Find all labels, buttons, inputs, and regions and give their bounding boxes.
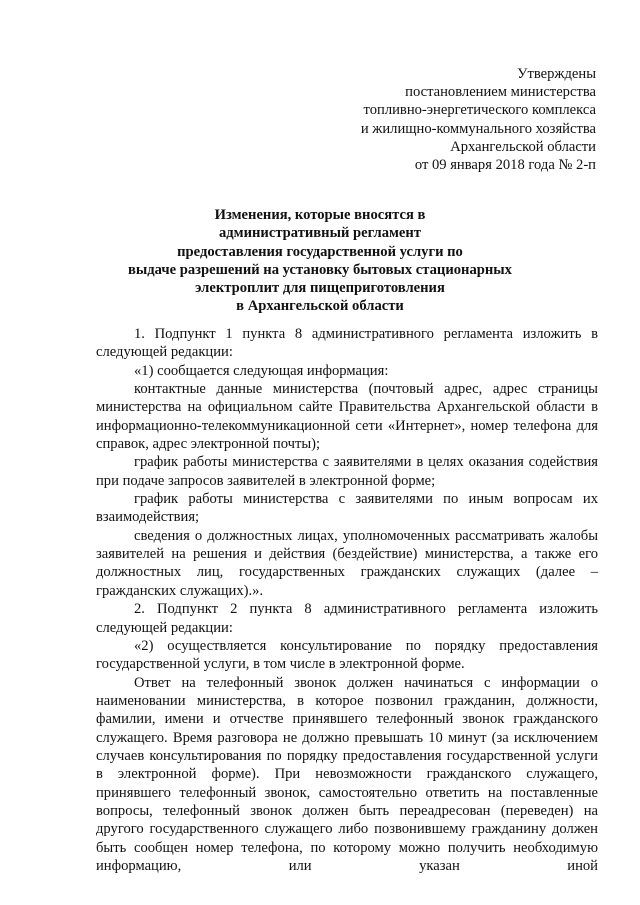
title-line: предоставления государственной услуги по (177, 243, 463, 260)
approval-line: Утверждены (517, 66, 596, 82)
title-line: административный регламент (219, 225, 421, 242)
body-paragraph: контактные данные министерства (почтовый адрес, адрес страницы министерства на официальном сайте Правительства Архангельской области в информационно-телекоммуникационной сети «Интернет», номер телефона для справок, адрес электронной почты); (96, 381, 598, 453)
body-paragraph: «1) сообщается следующая информация: (134, 362, 389, 379)
body-paragraph: график работы министерства с заявителями в целях оказания содействия при подаче запросов заявителей в электронной форме; (96, 454, 598, 489)
body-paragraph: 1. Подпункт 1 пункта 8 административного регламента изложить в следующей редакции: (96, 326, 598, 361)
approval-line: топливно-энергетического комплекса (363, 102, 596, 119)
body-paragraph: Ответ на телефонный звонок должен начинаться с информации о наименовании министерства, в которое позвонил гражданин, должности, фамилии, имени и отчестве принявшего телефонный звонок гражданского служащего. Время разговора не должно превышать 10 минут (за исключением случаев консультирования по порядку предоставления государственной услуги в электронной форме). При невозможности гражданского служащего, принявшего телефонный звонок, самостоятельно ответить на поставленные вопросы, телефонный звонок должен быть переадресован (переведен) на другого государственного служащего либо позвонившему гражданину должен быть сообщен номер телефона, по которому можно получить необходимую информацию, или указан иной (96, 674, 598, 874)
title-line: электроплит для пищеприготовления (195, 280, 445, 297)
title-line: в Архангельской области (236, 298, 404, 315)
body-paragraph: 2. Подпункт 2 пункта 8 административного регламента изложить следующей редакции: (96, 601, 598, 636)
document-body (96, 325, 598, 875)
approval-line: от 09 января 2018 года № 2-п (414, 157, 596, 174)
approval-line: Архангельской области (450, 138, 596, 155)
approval-stamp (276, 65, 596, 174)
body-paragraph: «2) осуществляется консультирование по порядку предоставления государственной услуги, в том числе в электронной форме. (96, 637, 598, 673)
title-line: выдаче разрешений на установку бытовых стационарных (128, 261, 512, 278)
approval-line: и жилищно-коммунального хозяйства (360, 120, 596, 137)
body-paragraph: сведения о должностных лицах, уполномоченных рассматривать жалобы заявителей на решения и действия (бездействие) министерства, а также его должностных лиц, государственных гражданских служащих (далее – гражданских служащих).». (96, 527, 598, 599)
approval-line: постановлением министерства (405, 84, 596, 101)
body-paragraph: график работы министерства с заявителями по иным вопросам их взаимодействия; (96, 491, 598, 526)
title-line: Изменения, которые вносятся в (214, 207, 426, 223)
document-title (80, 206, 560, 316)
